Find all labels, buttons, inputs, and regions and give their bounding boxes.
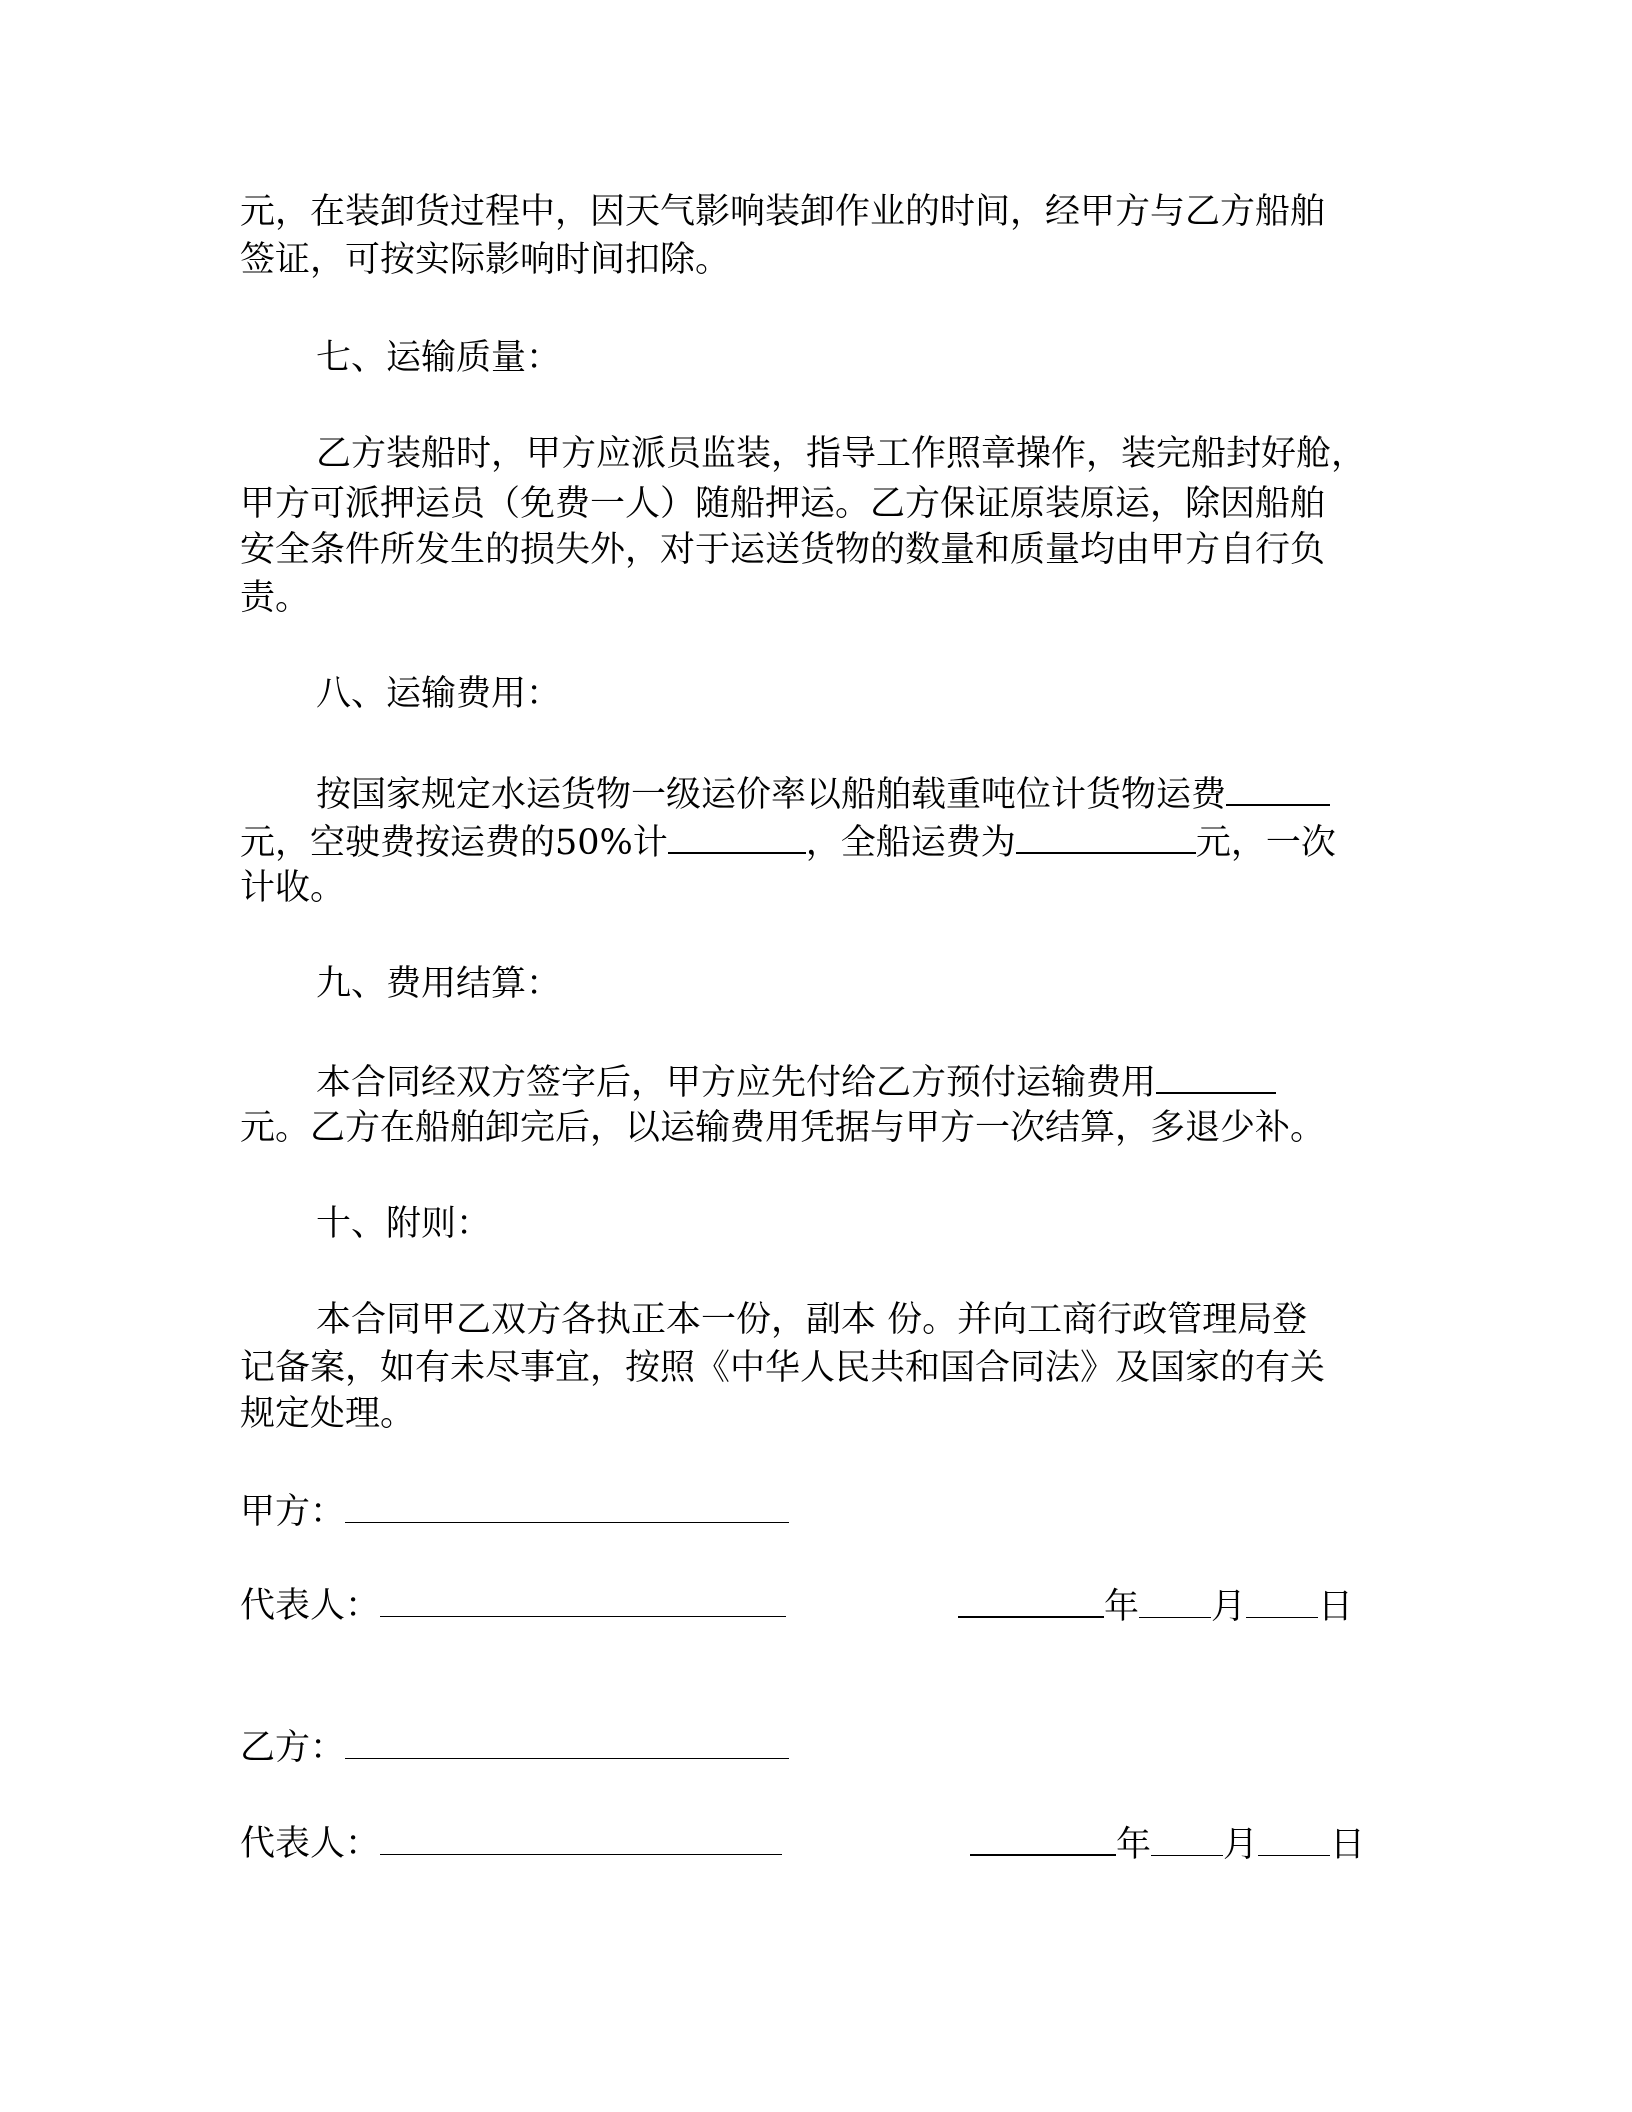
day-label: 日 bbox=[1330, 1825, 1366, 1865]
paragraph-line: 甲方可派押运员（免费一人）随船押运。乙方保证原装原运，除因船舶 bbox=[240, 484, 1326, 524]
paragraph-line: 记备案，如有未尽事宜，按照《中华人民共和国合同法》及国家的有关 bbox=[240, 1348, 1326, 1388]
paragraph-line: 签证，可按实际影响时间扣除。 bbox=[240, 240, 731, 280]
section-heading-10: 十、附则： bbox=[316, 1204, 492, 1244]
paragraph-line: 乙方装船时，甲方应派员监装，指导工作照章操作，装完船封好舱， bbox=[316, 434, 1367, 474]
rep-a-field[interactable] bbox=[380, 1580, 786, 1617]
paragraph-line: 元。乙方在船舶卸完后，以运输费用凭据与甲方一次结算，多退少补。 bbox=[240, 1108, 1326, 1148]
paragraph-line bbox=[240, 816, 1380, 867]
year-label: 年 bbox=[1104, 1587, 1140, 1627]
section-heading-7: 七、运输质量： bbox=[316, 338, 562, 378]
date-a-day-field[interactable] bbox=[1246, 1581, 1318, 1618]
signature-party-a bbox=[240, 1486, 789, 1536]
paragraph-line bbox=[240, 1056, 1456, 1107]
section-heading-9: 九、费用结算： bbox=[316, 964, 562, 1004]
year-label: 年 bbox=[1116, 1825, 1152, 1865]
paragraph-line: 安全条件所发生的损失外，对于运送货物的数量和质量均由甲方自行负 bbox=[240, 530, 1326, 570]
month-label: 月 bbox=[1211, 1587, 1247, 1627]
party-b-label: 乙方： bbox=[240, 1728, 346, 1768]
date-a bbox=[958, 1580, 1353, 1631]
paragraph-line: 规定处理。 bbox=[240, 1394, 416, 1434]
paragraph-text: 元，空驶费按运费的50%计 bbox=[240, 823, 668, 863]
fill-blank-empty-fee[interactable] bbox=[668, 816, 806, 854]
paragraph-line: 元，在装卸货过程中，因天气影响装卸作业的时间，经甲方与乙方船舶 bbox=[240, 192, 1326, 232]
rep-a-label: 代表人： bbox=[240, 1586, 381, 1626]
paragraph-text: 元，一次 bbox=[1195, 823, 1336, 863]
signature-rep-b bbox=[240, 1818, 782, 1868]
party-b-field[interactable] bbox=[345, 1722, 789, 1759]
month-label: 月 bbox=[1223, 1825, 1259, 1865]
day-label: 日 bbox=[1318, 1587, 1354, 1627]
rep-b-label: 代表人： bbox=[240, 1824, 381, 1864]
party-a-label: 甲方： bbox=[240, 1492, 346, 1532]
fill-blank-total-fee[interactable] bbox=[1016, 816, 1196, 854]
date-b-month-field[interactable] bbox=[1151, 1819, 1223, 1856]
signature-rep-a bbox=[240, 1580, 786, 1630]
date-a-year-field[interactable] bbox=[958, 1580, 1104, 1618]
paragraph-line: 责。 bbox=[240, 578, 311, 618]
paragraph-line: 本合同甲乙双方各执正本一份，副本 份。并向工商行政管理局登 bbox=[316, 1300, 1308, 1340]
fill-blank-prepayment[interactable] bbox=[1156, 1056, 1276, 1094]
date-b-day-field[interactable] bbox=[1258, 1819, 1330, 1856]
fill-blank-freight[interactable] bbox=[1226, 768, 1330, 806]
paragraph-text: ，全船运费为 bbox=[805, 823, 1016, 863]
date-a-month-field[interactable] bbox=[1139, 1581, 1211, 1618]
paragraph-text: 本合同经双方签字后，甲方应先付给乙方预付运输费用 bbox=[316, 1063, 1157, 1103]
party-a-field[interactable] bbox=[345, 1486, 789, 1523]
signature-party-b bbox=[240, 1722, 789, 1772]
rep-b-field[interactable] bbox=[380, 1818, 782, 1855]
paragraph-line: 计收。 bbox=[240, 868, 346, 908]
section-heading-8: 八、运输费用： bbox=[316, 674, 562, 714]
date-b bbox=[970, 1818, 1365, 1869]
paragraph-line bbox=[240, 768, 1456, 819]
paragraph-text: 按国家规定水运货物一级运价率以船舶载重吨位计货物运费 bbox=[316, 775, 1227, 815]
date-b-year-field[interactable] bbox=[970, 1818, 1116, 1856]
